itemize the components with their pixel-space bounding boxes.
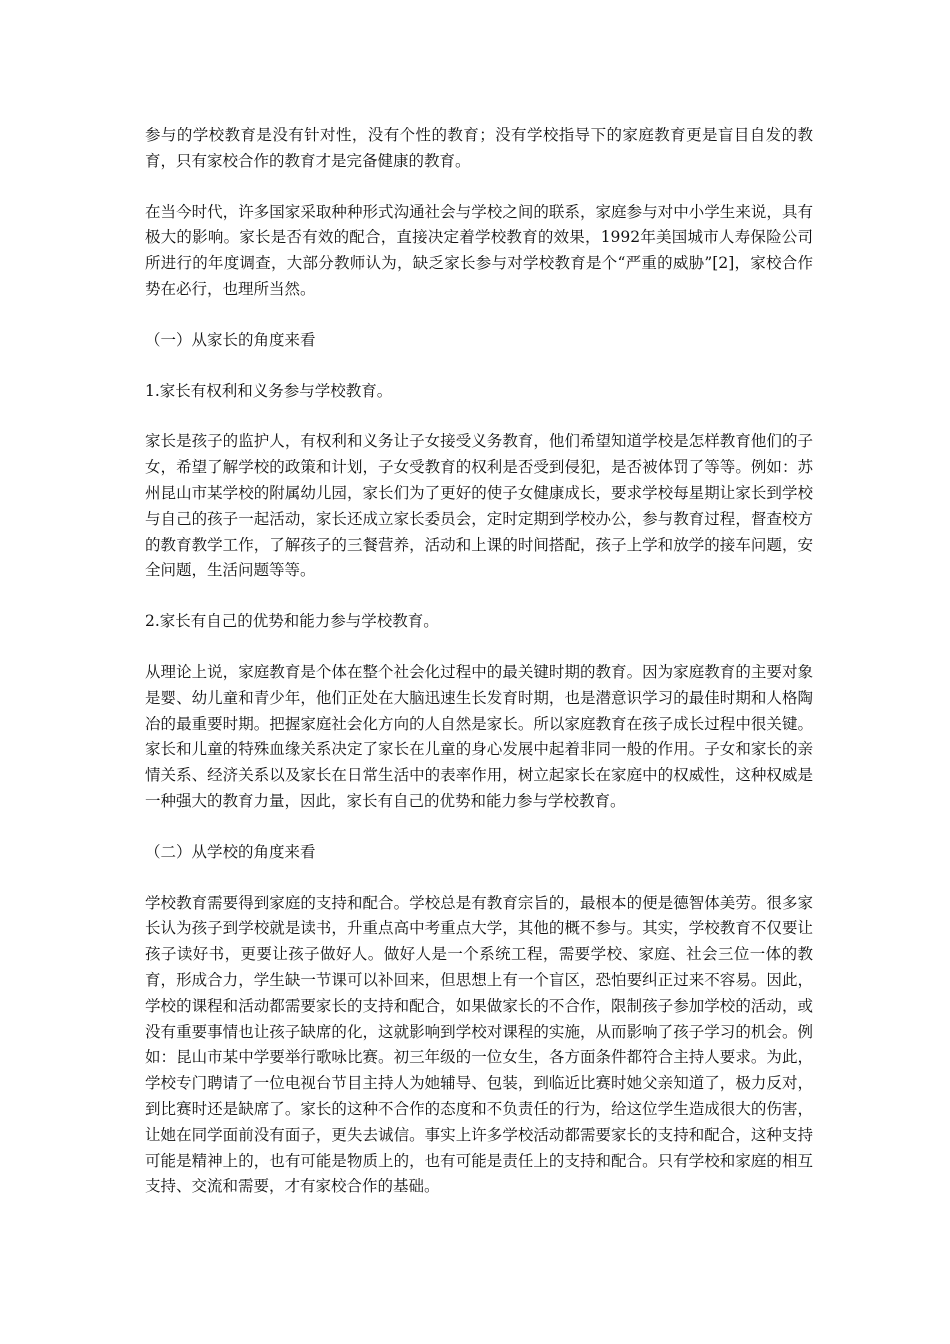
subheading-parent-advantages: 2.家长有自己的优势和能力参与学校教育。 (145, 612, 439, 631)
paragraph-parent-rights: 家长是孩子的监护人，有权利和义务让子女接受义务教育，他们希望知道学校是怎样教育他们的子女，希望了解学校的政策和计划，子女受教育的权利是否受到侵犯，是否被体罚了等等。例如：苏州昆山市某学校的附属幼儿园，家长们为了更好的使子女健康成长，要求学校每星期让家长到学校与自己的孩子一起活动，家长还成立家长委员会，定时定期到学校办公，参与教育过程，督查校方的教育教学工作，了解孩子的三餐营养，活动和上课的时间搭配，孩子上学和放学的接车问题，安全问题，生活问题等等。 (145, 432, 813, 580)
section-heading-school: （二）从学校的角度来看 (145, 842, 316, 861)
paragraph-intro-continuation: 参与的学校教育是没有针对性，没有个性的教育；没有学校指导下的家庭教育更是盲目自发的教育，只有家校合作的教育才是完备健康的教育。 (145, 126, 813, 170)
paragraph-school-needs: 学校教育需要得到家庭的支持和配合。学校总是有教育宗旨的，最根本的便是德智体美劳。很多家长认为孩子到学校就是读书，升重点高中考重点大学，其他的概不参与。其实，学校教育不仅要让孩子读好书，更要让孩子做好人。做好人是一个系统工程，需要学校、家庭、社会三位一体的教育，形成合力，学生缺一节课可以补回来，但思想上有一个盲区，恐怕要纠正过来不容易。因此，学校的课程和活动都需要家长的支持和配合，如果做家长的不合作，限制孩子参加学校的活动，或没有重要事情也让孩子缺席的化，这就影响到学校对课程的实施，从而影响了孩子学习的机会。例如：昆山市某中学要举行歌咏比赛。初三年级的一位女生，各方面条件都符合主持人要求。为此，学校专门聘请了一位电视台节目主持人为她辅导、包装，到临近比赛时她父亲知道了，极力反对，到比赛时还是缺席了。家长的这种不合作的态度和不负责任的行为，给这位学生造成很大的伤害，让她在同学面前没有面子，更失去诚信。事实上许多学校活动都需要家长的支持和配合，这种支持可能是精神上的，也有可能是物质上的，也有可能是责任上的支持和配合。只有学校和家庭的相互支持、交流和需要，才有家校合作的基础。 (145, 893, 813, 1196)
paragraph-modern-era: 在当今时代，许多国家采取种种形式沟通社会与学校之间的联系，家庭参与对中小学生来说，具有极大的影响。家长是否有效的配合，直接决定着学校教育的效果，1992年美国城市人寿保险公司所进行的年度调查，大部分教师认为，缺乏家长参与对学校教育是个“严重的威胁”[2]，家校合作势在必行，也理所当然。 (145, 202, 813, 298)
document-page (145, 123, 813, 1225)
paragraph-parent-advantages: 从理论上说，家庭教育是个体在整个社会化过程中的最关键时期的教育。因为家庭教育的主要对象是婴、幼儿童和青少年，他们正处在大脑迅速生长发育时期，也是潜意识学习的最佳时期和人格陶冶的最重要时期。把握家庭社会化方向的人自然是家长。所以家庭教育在孩子成长过程中很关键。家长和儿童的特殊血缘关系决定了家长在儿童的身心发展中起着非同一般的作用。子女和家长的亲情关系、经济关系以及家长在日常生活中的表率作用，树立起家长在家庭中的权威性，这种权威是一种强大的教育力量，因此，家长有自己的优势和能力参与学校教育。 (145, 662, 813, 810)
subheading-parent-rights: 1.家长有权利和义务参与学校教育。 (145, 381, 393, 400)
section-heading-parents: （一）从家长的角度来看 (145, 330, 316, 349)
